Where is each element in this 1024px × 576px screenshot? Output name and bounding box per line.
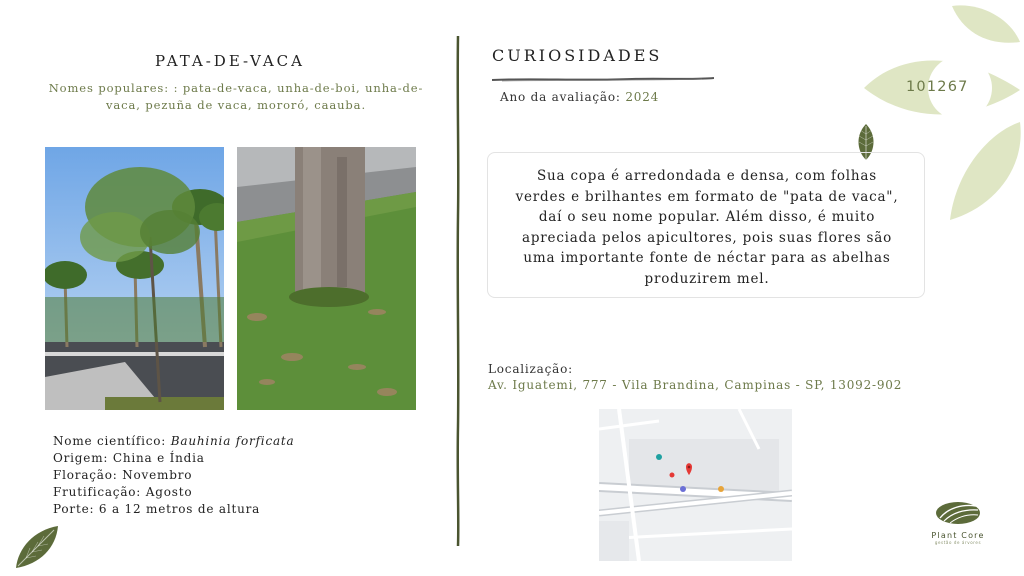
tree-photo [45,147,224,410]
origin: Origem: China e Índia [53,451,205,465]
trunk-photo [237,147,416,410]
evaluation-year [500,90,659,104]
title-underline [492,68,714,87]
location-map[interactable] [599,409,792,561]
page-title: PATA-DE-VACA [154,52,305,70]
year-value: 2024 [625,90,660,104]
brand-logo [918,500,998,545]
scientific-label: Nome científico: [53,434,171,448]
year-label: Ano da avaliação: [500,90,626,104]
size: Porte: 6 a 12 metros de altura [53,502,261,516]
curiosidades-title: CURIOSIDADES [492,46,663,65]
location-label: Localização: [488,362,573,376]
brand-name: Plant Core [931,531,985,540]
brand-tagline: gestão de árvores [934,540,982,545]
location-address: Av. Iguatemi, 777 - Vila Brandina, Campinas - SP, 13092-902 [488,378,903,392]
fruiting: Frutificação: Agosto [53,485,193,499]
flowering: Floração: Novembro [53,468,193,482]
tree-code: 101267 [906,79,969,95]
brand-logo-icon [934,500,982,526]
scientific-value: Bauhinia forficata [170,434,295,448]
species-facts [53,433,295,518]
scientific-name [53,433,295,450]
column-divider [455,36,461,546]
leaf-decoration-icon [12,522,60,574]
description-text: Sua copa é arredondada e densa, com folhas verdes e brilhantes em formato de "pata de vaca", daí o seu nome popular. Além disso, é muito apreciada pelos apicultores, pois suas flores são uma importante fonte de néctar para as abelhas produzirem mel. [515,168,899,287]
popular-names: Nomes populares: : pata-de-vaca, unha-de-boi, unha-de-vaca, pezuña de vaca, mororó, caauba. [48,81,424,112]
